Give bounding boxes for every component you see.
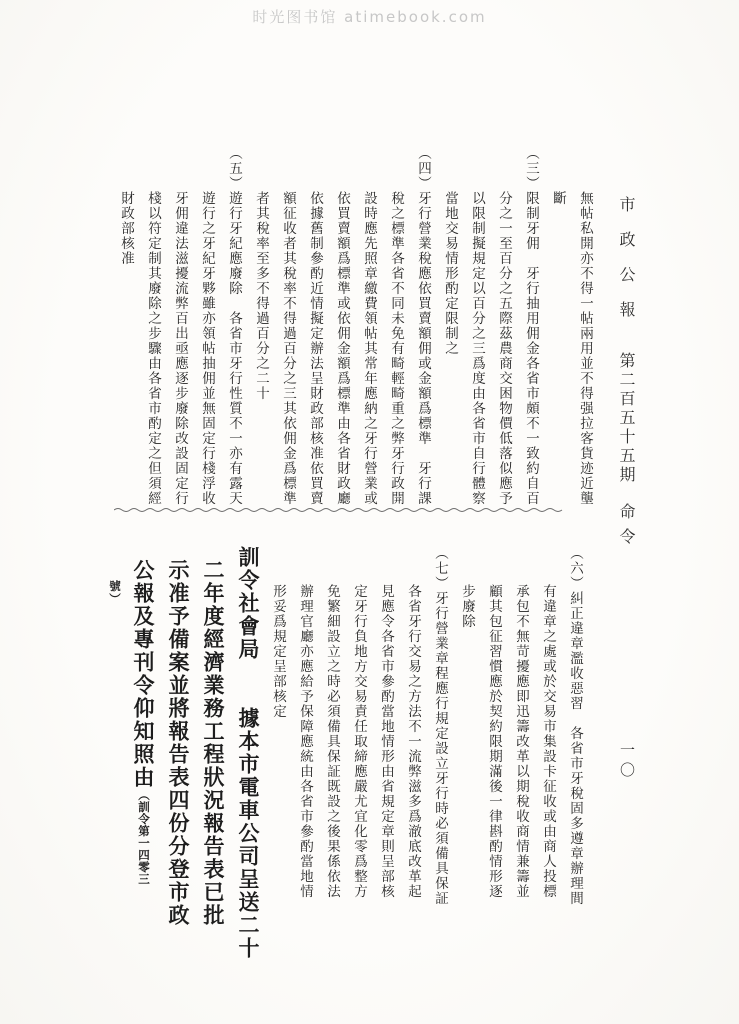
journal-title: 市政公報 (617, 196, 634, 336)
text-column: 以限制擬規定以百分之三爲度由各省市自行體察 (470, 191, 485, 506)
directive-text-column: 二年度經濟業務工程狀況報告表已批 (201, 559, 225, 927)
text-column: 有違章之處或於交易市集設卡征收或由商人投標 (541, 584, 556, 899)
directive-text-column: 示准予備案並將報告表四份分登市政 (166, 559, 190, 927)
text-column: 牙佣違法滋擾流弊百出亟應逐步廢除改設固定行 (173, 191, 188, 506)
text-column: 見應令各省市參酌當地情形由省規定章則呈部核 (379, 584, 394, 899)
text-column: 步廢除 (460, 584, 475, 629)
text-column: 額征收者其稅率不得過百分之三其依佣金爲標準 (281, 191, 296, 506)
clause-4-heading-column: （四）牙行營業稅應依買賣額佣或金額爲標準 牙行課 (416, 146, 431, 506)
top-register (113, 146, 599, 518)
clause-3-heading-column: （三）限制牙佣 牙行抽用佣金各省市頗不一致約自百 (524, 146, 539, 506)
directive-ref-number: （訓令第一四零三 (137, 789, 149, 885)
text-column: 依據舊制參酌近情擬定辦法呈財政部核准依買賣 (308, 191, 323, 506)
text-column: 棧以符定制其廢除之步驟由各省市酌定之但須經 (146, 191, 161, 506)
text-column: 免繁細設立之時必須備具保証既設之後果係依法 (325, 584, 340, 899)
clause-5-heading-column: （五）遊行牙紀應廢除 各省市牙行性質不一亦有露天 (227, 146, 242, 506)
text-column: 當地交易情形酌定限制之 (443, 191, 458, 356)
text-column: 形妥爲規定呈部核定 (271, 584, 286, 719)
text-column: 承包不無苛擾應即迅籌改革以期稅收商情兼籌並 (514, 584, 529, 899)
text-column: 各省牙行交易之方法不一流弊滋多爲澈底改革起 (406, 584, 421, 899)
watermark-text: 时光图书馆 atimebook.com (252, 8, 487, 26)
text-column: 財政部核准 (119, 191, 134, 266)
directive-text-column (125, 546, 160, 966)
text-column: 稅之標準各省不同未免有畸輕畸重之弊牙行政開 (389, 191, 404, 506)
directive-text: 公報及專刊令仰知照由 (131, 559, 155, 789)
masthead (615, 196, 635, 556)
text-column: 顧其包征習慣應於契約限期滿後一律斟酌情形逐 (487, 584, 502, 899)
clause-6-heading-column: （六）糾正違章濫收惡習 各省市牙稅固多遵章辦理間 (568, 546, 583, 906)
directive-ref-number-end: 號） (108, 580, 120, 606)
directive-heading-column: 訓令社會局 據本市電車公司呈送二十 (236, 546, 260, 960)
text-column: 設時應先照章繳費領帖其常年應納之牙行營業或 (362, 191, 377, 506)
fold-divider-line (114, 502, 564, 512)
section-label: 命令 (617, 503, 634, 553)
text-column: 分之一至百分之五際茲農商交困物價低落似應予 (497, 191, 512, 506)
text-column: 辦理官廳亦應給予保障應統由各省市參酌當地情 (298, 584, 313, 899)
text-column: 斷 (551, 191, 566, 206)
issue-number: 第二百五十五期 (617, 352, 634, 485)
text-column: 遊行之牙紀牙夥雖亦領帖抽佣並無固定行棧浮收 (200, 191, 215, 506)
clause-7-heading-column: （七）牙行營業章程應行規定設立牙行時必須備具保証 (433, 546, 448, 906)
text-column: 定牙行負地方交易責任取締應嚴尤宜化零爲整方 (352, 584, 367, 899)
text-column: 者其稅率至多不得過百分之二十 (254, 191, 269, 401)
page-number: 一〇 (618, 742, 634, 782)
text-column: 依買賣額爲標準或依佣金額爲標準由各省財政廳 (335, 191, 350, 506)
text-column: 無帖私開亦不得一帖兩用並不得强拉客貨迹近壟 (578, 191, 593, 506)
bottom-register (103, 546, 589, 966)
